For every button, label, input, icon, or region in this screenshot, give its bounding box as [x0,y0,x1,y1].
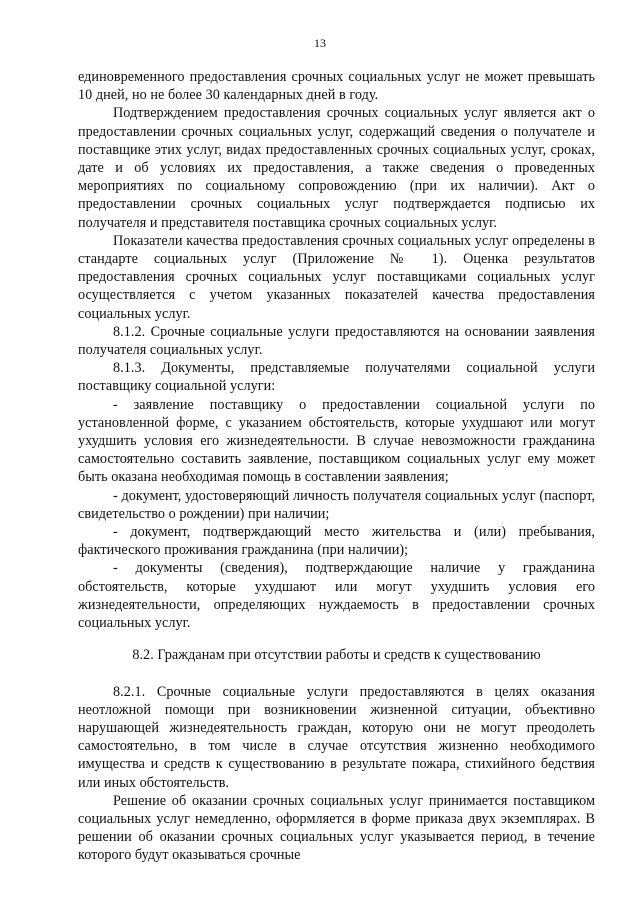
paragraph-8-2-1: 8.2.1. Срочные социальные услуги предоставляются в целях оказания неотложной помощи при возникновении жизненной ситуации, объективно нарушающей жизнедеятельность граждан, которую они не могут преодолеть самостоятельно, в том числе в случае отсутствия жизненно необходимого имущества и средств к существованию в результате пожара, стихийного бедствия или иных обстоятельств. [78,683,595,791]
document-body [78,68,595,865]
paragraph-quality: Показатели качества предоставления срочных социальных услуг определены в стандарте социальных услуг (Приложение № 1). Оценка результатов предоставления срочных социальных услуг поставщиками социальных услуг осуществляется с учетом указанных показателей качества предоставления социальных услуг. [78,232,595,322]
list-item-residence-document: - документ, подтверждающий место жительства и (или) пребывания, фактического проживания гражданина (при наличии); [78,524,595,559]
list-item-application: - заявление поставщику о предоставлении социальной услуги по установленной форме, с указанием обстоятельств, которые ухудшают или могут ухудшить условия его жизнедеятельности. В случае невозможности гражданина самостоятельно составить заявление, поставщиком социальных услуг ему может быть оказана необходимая помощь в составлении заявления; [78,396,595,486]
paragraph-act: Подтверждением предоставления срочных социальных услуг является акт о предоставлении срочных социальных услуг, содержащий сведения о получателе и поставщике этих услуг, видах предоставленных срочных социальных услуг, сроках, дате и об условиях их предоставления, а также сведения о проведенных мероприятиях по социальному сопровождению (при их наличии). Акт о предоставлении срочных социальных услуг подтверждается подписью их получателя и представителя поставщика срочных социальных услуг. [78,105,595,231]
list-item-circumstances-documents: - документы (сведения), подтверждающие наличие у гражданина обстоятельств, которые ухудшают или могут ухудшить условия его жизнедеятельности, определяющих нуждаемость в предоставлении срочных социальных услуг. [78,560,595,632]
page-number: 13 [314,36,326,50]
list-item-identity-document: - документ, удостоверяющий личность получателя социальных услуг (паспорт, свидетельство о рождении) при наличии; [78,487,595,522]
paragraph-continuation: единовременного предоставления срочных социальных услуг не может превышать 10 дней, но не более 30 календарных дней в году. [78,69,595,104]
paragraph-8-1-2: 8.1.2. Срочные социальные услуги предоставляются на основании заявления получателя социальных услуг. [78,323,595,359]
paragraph-8-1-3: 8.1.3. Документы, представляемые получателями социальной услуги поставщику социальной услуги: [78,360,595,395]
paragraph-decision: Решение об оказании срочных социальных услуг принимается поставщиком социальных услуг немедленно, оформляется в форме приказа двух экземплярах. В решении об оказании срочных социальных услуг указывается период, в течение которого будут оказываться срочные [78,792,595,864]
section-heading-8-2: 8.2. Гражданам при отсутствии работы и средств к существованию [132,647,541,664]
